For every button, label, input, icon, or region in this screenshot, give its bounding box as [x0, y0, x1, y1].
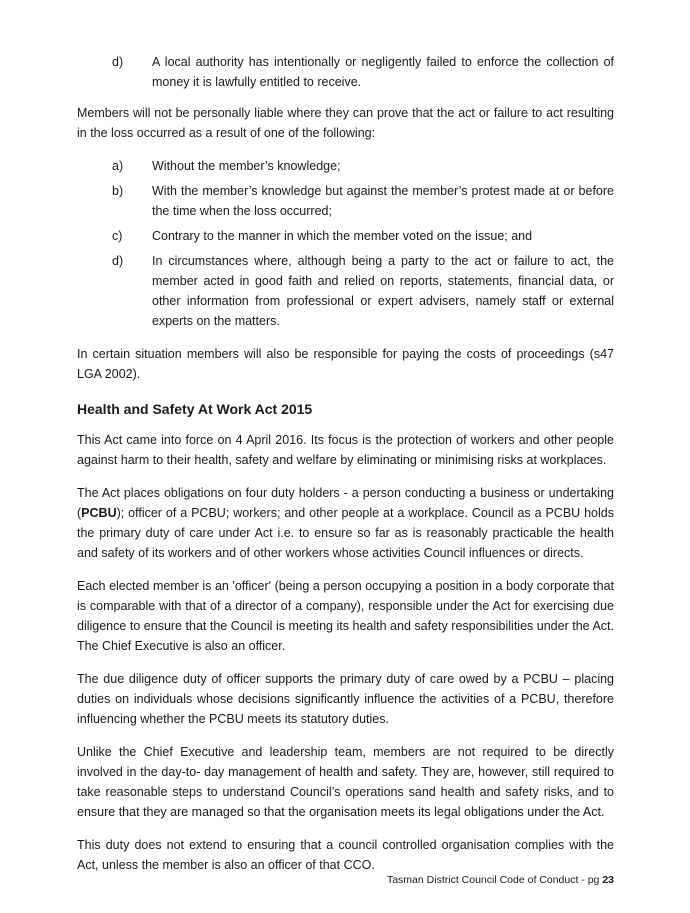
pcbu-bold: PCBU	[81, 506, 117, 520]
paragraph-cco: This duty does not extend to ensuring that a council controlled organisation complies with the Act, unless the member is also an officer of that CCO.	[77, 838, 614, 872]
conditions-list	[77, 156, 614, 331]
list-marker: c)	[112, 229, 123, 243]
paragraph-unlike: Unlike the Chief Executive and leadership team, members are not required to be directly involved in the day-to- day management of health and safety. They are, however, still required to take reasonable steps to understand Council’s operations sand health and safety risks, and to ensure that they are managed so that the organisation meets its legal obligations under the Act.	[77, 745, 614, 819]
paragraph-due-diligence: The due diligence duty of officer supports the primary duty of care owed by a PCBU – placing duties on individuals whose decisions significantly influence the activities of a PCBU, therefore influencing whether the PCBU meets its statutory duties.	[77, 672, 614, 726]
footer-label: Tasman District Council Code of Conduct - pg	[386, 874, 603, 886]
page-content	[77, 52, 614, 888]
obligations-text-after: ); officer of a PCBU; workers; and other people at a workplace. Council as a PCBU holds the primary duty of care under Act i.e. to ensure so far as is reasonably practicable the health and safety of its workers and of other workers whose activities Council influences or directs.	[77, 506, 614, 560]
list-item-text: In circumstances where, although being a party to the act or failure to act, the member acted in good faith and relied on reports, statements, financial data, or other information from professional or expert advisers, namely staff or external experts on the matters.	[152, 254, 614, 328]
list-marker: d)	[112, 254, 124, 268]
obligations-text-before: The Act places obligations on four duty holders - a person conducting a business or undertaking (	[77, 486, 614, 520]
paragraph-act-force: This Act came into force on 4 April 2016. Its focus is the protection of workers and other people against harm to their health, safety and welfare by eliminating or minimising risks at workplaces.	[77, 433, 614, 467]
list-item	[77, 251, 614, 331]
liability-list-continued	[77, 52, 614, 92]
list-item	[77, 52, 614, 92]
list-item	[77, 181, 614, 221]
page-footer	[387, 873, 614, 887]
paragraph-members-liable: Members will not be personally liable where they can prove that the act or failure to act resulting in the loss occurred as a result of one of the following:	[77, 106, 614, 140]
section-heading-hsw: Health and Safety At Work Act 2015	[77, 401, 313, 417]
list-item	[77, 226, 614, 246]
paragraph-obligations	[77, 483, 614, 563]
list-marker: b)	[112, 184, 124, 198]
list-item-text: With the member’s knowledge but against the member’s protest made at or before the time when the loss occurred;	[152, 184, 614, 218]
list-item-text: Contrary to the manner in which the member voted on the issue; and	[152, 229, 533, 243]
list-marker: a)	[112, 159, 124, 173]
paragraph-officer: Each elected member is an 'officer' (being a person occupying a position in a body corporate that is comparable with that of a director of a company), responsible under the Act for exercising due diligence to ensure that the Council is meeting its health and safety responsibilities under the Act. The Chief Executive is also an officer.	[77, 579, 614, 653]
list-item	[77, 156, 614, 176]
paragraph-costs: In certain situation members will also be responsible for paying the costs of proceedings (s47 LGA 2002).	[77, 347, 614, 381]
list-marker: d)	[112, 55, 124, 69]
list-item-text: A local authority has intentionally or negligently failed to enforce the collection of money it is lawfully entitled to receive.	[152, 55, 614, 89]
page-number: 23	[602, 874, 614, 886]
list-item-text: Without the member’s knowledge;	[152, 159, 341, 173]
